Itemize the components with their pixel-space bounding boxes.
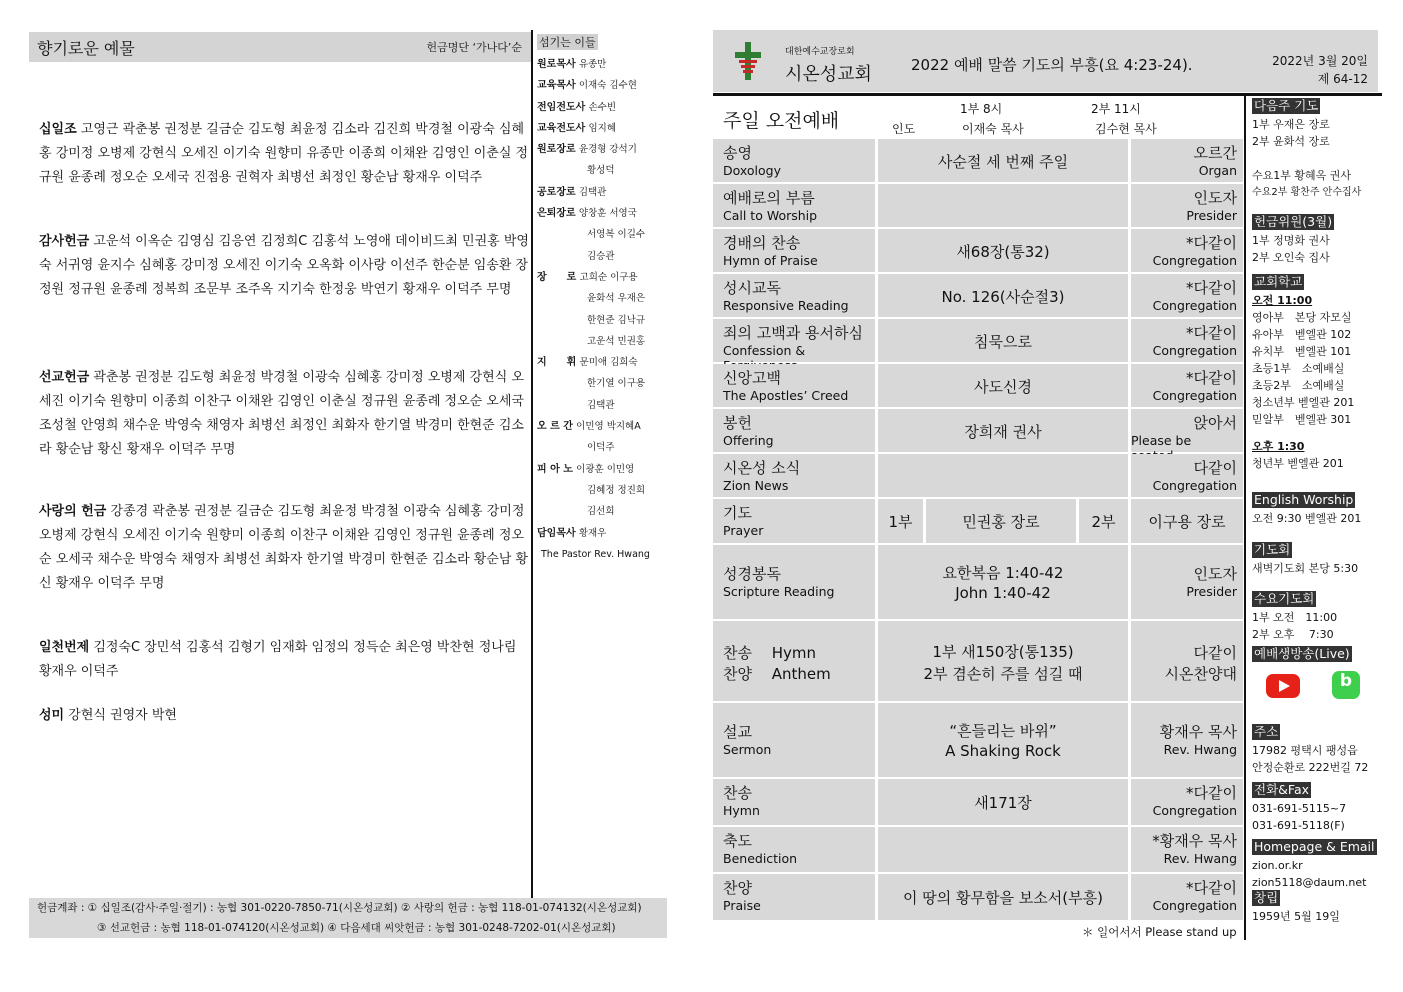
staff-names: 김승관 bbox=[587, 250, 615, 262]
item-title-kr: 축도 bbox=[723, 832, 752, 850]
item-leader-cell bbox=[1131, 454, 1243, 497]
bulletin-header bbox=[713, 30, 1378, 92]
item-content: 새171장 bbox=[974, 794, 1032, 812]
wednesday-prayer: 수요기도회 1부 오전 11:00 2부 오후 7:30 bbox=[1252, 591, 1338, 641]
service-header bbox=[713, 96, 1243, 138]
item-leader-en: 시온찬양대 bbox=[1164, 665, 1237, 683]
staff-role: 교육목사 bbox=[537, 80, 576, 92]
item-leader: 인도자 bbox=[1193, 565, 1237, 583]
staff-row bbox=[537, 97, 662, 118]
staff-row bbox=[537, 373, 662, 394]
staff-row bbox=[537, 203, 662, 224]
worship-item bbox=[713, 364, 1243, 409]
worship-item bbox=[713, 319, 1243, 364]
item-title-kr: 봉헌 bbox=[723, 414, 752, 432]
item-title-kr: 찬송 bbox=[723, 784, 752, 802]
item-leader-en: Congregation bbox=[1152, 898, 1237, 913]
item-title-en: Scripture Reading bbox=[723, 584, 835, 599]
prayer-meeting: 기도회 새벽기도회 본당 5:30 bbox=[1252, 542, 1359, 575]
item-leader-cell bbox=[1131, 364, 1243, 407]
item-title-kr: 송영 bbox=[723, 144, 752, 162]
staff-names: 김택관 bbox=[578, 186, 607, 198]
staff-names: 서영복 이길수 bbox=[587, 229, 646, 241]
item-title-kr: 찬양 bbox=[723, 879, 752, 897]
item-title-kr: 설교 bbox=[723, 723, 752, 741]
item-content-cell bbox=[878, 409, 1128, 452]
staff-names: The Pastor Rev. Hwang bbox=[541, 548, 650, 560]
item-leader-en: Presider bbox=[1186, 208, 1237, 223]
item-leader-cell bbox=[1131, 827, 1243, 872]
founded-title: 창립 bbox=[1254, 890, 1279, 905]
item-title-en: Benediction bbox=[723, 851, 798, 866]
staff-row bbox=[537, 544, 662, 565]
item-content-2: A Shaking Rock bbox=[945, 742, 1061, 760]
bank-accounts bbox=[29, 898, 667, 938]
item-leader-cell bbox=[1131, 621, 1243, 701]
item-content-cell bbox=[878, 319, 1128, 362]
item-title-cell bbox=[713, 874, 875, 920]
item-title-cell bbox=[713, 409, 875, 452]
page-divider bbox=[531, 30, 533, 898]
item-title-cell bbox=[713, 139, 875, 182]
staff-row bbox=[537, 224, 662, 245]
item-leader-en: Rev. Hwang bbox=[1163, 742, 1237, 757]
item-leader: 오르간 bbox=[1193, 144, 1237, 162]
item-leader-en: Please be bbox=[1131, 433, 1192, 448]
issue-number: 제 64-12 bbox=[1317, 72, 1368, 86]
tithe-list: 십일조 고영근 곽춘봉 권정분 길금순 김도형 최윤정 김소라 김진희 박경철 이광숙 심혜홍 강미정 오병제 강현식 오세진 이기숙 원향미 유종만 이종희 이채완 김영인 이춘실 정규원 윤종례 정오순 오세국 진점용 권혁자 최병선 최정인 황순남 황재우 이덕주 bbox=[39, 122, 529, 185]
item-leader: *다같이 bbox=[1186, 879, 1237, 897]
staff-row bbox=[537, 331, 662, 352]
staff-role: 오 르 간 bbox=[537, 421, 573, 433]
worship-item bbox=[713, 779, 1243, 827]
tel-title: 전화&Fax bbox=[1254, 782, 1309, 797]
item-leader-en: Congregation bbox=[1152, 478, 1237, 493]
offering-subtitle: 헌금명단 ‘가나다’순 bbox=[426, 41, 522, 54]
item-content-cell bbox=[878, 229, 1128, 272]
item-leader-cell bbox=[1131, 545, 1243, 619]
item-title-cell bbox=[713, 703, 875, 777]
staff-names: 고운석 민권홍 bbox=[587, 335, 646, 347]
worship-item bbox=[713, 184, 1243, 229]
item-title-kr: 신앙고백 bbox=[723, 369, 781, 387]
item-title-kr: 성경봉독 bbox=[723, 565, 781, 583]
item-leader-cell bbox=[1131, 184, 1243, 227]
prayer-part1-name: 민권홍 장로 bbox=[926, 499, 1076, 543]
item-leader: *다같이 bbox=[1186, 784, 1237, 802]
staff-role: 장 로 bbox=[537, 271, 577, 283]
item-leader-en: Rev. Hwang bbox=[1163, 851, 1237, 866]
address: 주소 17982 평택시 팽성읍 안정순환로 222번길 72 bbox=[1252, 724, 1369, 774]
church-name: 시온성교회 bbox=[785, 64, 872, 85]
wed-title: 수요기도회 bbox=[1254, 591, 1315, 606]
second-service-time: 2부 11시 bbox=[1091, 102, 1141, 116]
item-title-en: Praise bbox=[723, 898, 761, 913]
item-title-kr: 성시교독 bbox=[723, 279, 781, 297]
staff-names: 손수빈 bbox=[588, 101, 617, 113]
church-school: 교회학교 오전 11:00 영아부 본당 자모실 유아부 벧엘관 102 유치부 벧엘관 101 초등1부 소예배실 초등2부 소예배실 청소년부 벧엘관 201 믿알부 벧엘관 301 오후 1:30 청년부 벧엘관 201 bbox=[1252, 274, 1382, 472]
staff-names: 김택관 bbox=[587, 399, 615, 411]
item-content-cell bbox=[878, 545, 1128, 619]
staff-names: 고희순 이구용 bbox=[579, 271, 638, 283]
item-leader-en: Organ bbox=[1198, 163, 1237, 178]
item-leader: *다같이 bbox=[1186, 279, 1237, 297]
service-title: 주일 오전예배 bbox=[723, 110, 840, 132]
item-title-kr: 시온성 소식 bbox=[723, 459, 801, 477]
staff-row bbox=[537, 352, 662, 373]
staff-row bbox=[537, 437, 662, 458]
item-content: 장희재 권사 bbox=[964, 422, 1042, 441]
item-content-cell bbox=[878, 779, 1128, 825]
item-title-en: 찬양 Anthem bbox=[723, 665, 831, 683]
staff-row bbox=[537, 182, 662, 203]
item-title-kr: 찬송 Hymn bbox=[723, 644, 817, 662]
item-leader: 앉아서 bbox=[1193, 414, 1237, 432]
second-leader: 김수현 목사 bbox=[1095, 122, 1157, 136]
worship-item bbox=[713, 621, 1243, 703]
web-title: Homepage & Email bbox=[1254, 839, 1375, 854]
item-content-cell bbox=[878, 364, 1128, 407]
worship-item bbox=[713, 274, 1243, 319]
item-title-en: Offering bbox=[723, 433, 774, 448]
stand-note: ＊ 일어서서 Please stand up bbox=[1082, 925, 1237, 939]
staff-row bbox=[537, 480, 662, 501]
item-content-2: John 1:40-42 bbox=[955, 584, 1051, 602]
address-title: 주소 bbox=[1254, 724, 1279, 739]
staff-role: 담임목사 bbox=[537, 527, 576, 539]
staff-row bbox=[537, 288, 662, 309]
staff-row bbox=[537, 160, 662, 181]
item-title-cell bbox=[713, 545, 875, 619]
staff-row bbox=[537, 310, 662, 331]
founded: 창립 1959년 5월 19일 bbox=[1252, 890, 1340, 923]
staff-names: 양창훈 서영국 bbox=[578, 208, 637, 220]
item-title-cell bbox=[713, 184, 875, 227]
bank-line-2: ③ 선교헌금 : 농협 118-01-074120(시온성교회) ④ 다음세대 씨앗헌금 : 농협 301-0248-7202-01(시온성교회) bbox=[97, 922, 616, 934]
email-link[interactable]: zion5118@daum.net bbox=[1252, 876, 1367, 889]
item-leader: *다같이 bbox=[1186, 324, 1237, 342]
thousand-list: 일천번제 김정숙C 장민석 김홍석 김형기 임재화 임정의 정득순 최은영 박찬현 정나림 황재우 이덕주 bbox=[39, 640, 517, 679]
school-pm-label: 오후 1:30 bbox=[1252, 440, 1305, 453]
next-prayer-title: 다음주 기도 bbox=[1254, 98, 1319, 113]
offering-header bbox=[29, 32, 531, 62]
item-leader-en: Presider bbox=[1186, 584, 1237, 599]
worship-item bbox=[713, 454, 1243, 499]
item-title-en: Responsive Reading bbox=[723, 298, 849, 313]
item-content-cell bbox=[878, 827, 1128, 872]
item-content: 요한복음 1:40-42 bbox=[942, 564, 1064, 582]
staff-names: 이민영 박지혜A bbox=[576, 421, 641, 433]
sidebar-divider bbox=[1244, 96, 1246, 940]
staff-row bbox=[537, 246, 662, 267]
item-content-2: 2부 겸손히 주를 섬길 때 bbox=[923, 665, 1083, 683]
staff-names: 김선희 bbox=[587, 506, 615, 518]
staff-names: 한기열 이구용 bbox=[587, 378, 646, 390]
item-title-en: Call to Worship bbox=[723, 208, 818, 223]
prayer-meeting-title: 기도회 bbox=[1254, 542, 1291, 557]
rice-list: 성미 강현식 권영자 박현 bbox=[39, 708, 177, 723]
item-leader-cell bbox=[1131, 274, 1243, 317]
staff-row bbox=[537, 501, 662, 522]
prayer-part2-name: 이구용 장로 bbox=[1131, 499, 1243, 543]
item-content-cell bbox=[878, 454, 1128, 497]
item-title-en: Zion News bbox=[723, 478, 789, 493]
staff-names: 이덕주 bbox=[587, 442, 615, 454]
bulletin-date: 2022년 3월 20일 제 64-12 bbox=[1272, 54, 1368, 86]
item-title-en: Hymn bbox=[723, 803, 760, 818]
staff-names: 윤경형 강석기 bbox=[578, 144, 637, 156]
item-leader-en: Congregation bbox=[1152, 388, 1237, 403]
item-title-cell bbox=[713, 364, 875, 407]
bank-line-1: 헌금계좌 : ① 십일조(감사·주일·절기) : 농협 301-0220-7850-71(시온성교회) ② 사랑의 헌금 : 농협 118-01-074132(시온성교회) bbox=[37, 902, 642, 914]
staff-list bbox=[537, 34, 662, 565]
staff-role: 은퇴장로 bbox=[537, 208, 576, 220]
love-offering-list: 사랑의 헌금 강종경 곽춘봉 권정분 길금순 김도형 최윤정 박경철 이광숙 심혜홍 강미정 오병제 강현식 오세진 이기숙 원향미 이종희 이찬구 이채완 김영인 정규원 윤종례 정오순 오세국 채수운 박영숙 채영자 최병선 최화자 한기열 박경미 한현준 김소라 황순남 황신 황재우 이덕주 무명 bbox=[39, 504, 529, 591]
staff-row bbox=[537, 267, 662, 288]
staff-names: 윤화석 우재은 bbox=[587, 293, 646, 305]
item-title-en: The Apostles’ Creed bbox=[723, 388, 849, 403]
item-leader: 황재우 목사 bbox=[1159, 723, 1237, 741]
staff-names: 황성덕 bbox=[587, 165, 615, 177]
band-app-icon[interactable]: b bbox=[1332, 671, 1360, 699]
worship-item bbox=[713, 545, 1243, 621]
item-leader: *황재우 목사 bbox=[1152, 832, 1237, 850]
item-leader-cell bbox=[1131, 703, 1243, 777]
worship-item bbox=[713, 703, 1243, 779]
staff-names: 한현준 김낙규 bbox=[587, 314, 646, 326]
item-content: 1부 새150장(통135) bbox=[932, 643, 1074, 661]
ushers-title: 헌금위원(3월) bbox=[1254, 214, 1333, 229]
item-content: 사도신경 bbox=[974, 377, 1032, 396]
item-title-cell: 기도 Prayer bbox=[713, 499, 875, 543]
staff-row bbox=[537, 118, 662, 139]
item-leader-cell bbox=[1131, 229, 1243, 272]
worship-item bbox=[713, 499, 1243, 545]
staff-role: 지 휘 bbox=[537, 357, 577, 369]
staff-names: 이재숙 김수현 bbox=[578, 80, 637, 92]
next-week-prayer: 다음주 기도 1부 우재은 장로 2부 윤화석 장로 수요1부 황혜옥 권사 수요2부 황찬주 안수집사 bbox=[1252, 98, 1362, 198]
live-title: 예배생방송(Live) bbox=[1254, 646, 1350, 661]
year-theme: 2022 예배 말씀 기도의 부흥(요 4:23-24). bbox=[911, 56, 1193, 74]
worship-item bbox=[713, 827, 1243, 874]
item-leader: 다같이 bbox=[1193, 644, 1237, 662]
item-leader-en: Congregation bbox=[1152, 253, 1237, 268]
phone-fax: 전화&Fax 031-691-5115~7 031-691-5118(F) bbox=[1252, 782, 1347, 832]
item-title-en: Hymn of Praise bbox=[723, 253, 818, 268]
staff-role: 교육전도사 bbox=[537, 122, 586, 134]
staff-role: 공로장로 bbox=[537, 186, 576, 198]
staff-title: 섬기는 이들 bbox=[539, 36, 596, 49]
staff-role: 전임전도사 bbox=[537, 101, 586, 113]
staff-row bbox=[537, 459, 662, 480]
item-leader-en: Congregation bbox=[1152, 298, 1237, 313]
church-logo-icon bbox=[735, 42, 761, 80]
staff-role: 원로장로 bbox=[537, 144, 576, 156]
item-leader-cell bbox=[1131, 779, 1243, 825]
staff-names: 이광훈 이민영 bbox=[576, 463, 635, 475]
item-content-cell bbox=[878, 874, 1128, 920]
item-title-cell bbox=[713, 779, 875, 825]
item-content-cell bbox=[878, 703, 1128, 777]
school-title: 교회학교 bbox=[1254, 274, 1303, 289]
item-leader-en: Congregation bbox=[1152, 343, 1237, 358]
item-content: No. 126(사순절3) bbox=[941, 287, 1065, 306]
homepage-email bbox=[1252, 839, 1382, 891]
worship-item bbox=[713, 409, 1243, 454]
item-leader-cell bbox=[1131, 139, 1243, 182]
staff-names: 김혜정 정진희 bbox=[587, 484, 646, 496]
staff-role: 원로목사 bbox=[537, 59, 576, 70]
item-title-en: Confession & bbox=[723, 343, 806, 358]
worship-item bbox=[713, 229, 1243, 274]
item-leader-cell bbox=[1131, 874, 1243, 920]
youtube-icon[interactable] bbox=[1266, 674, 1300, 698]
staff-row bbox=[537, 395, 662, 416]
staff-names: 임지혜 bbox=[588, 122, 617, 134]
item-leader: 인도자 bbox=[1193, 189, 1237, 207]
item-title-cell bbox=[713, 621, 875, 701]
item-title-cell bbox=[713, 454, 875, 497]
item-title-kr: 예배로의 부름 bbox=[723, 189, 815, 207]
worship-item bbox=[713, 139, 1243, 184]
thanks-list: 감사헌금 고운석 이옥순 김영심 김응연 김정희C 김홍석 노영애 데이비드최 민권홍 박영숙 서귀영 윤지수 심혜홍 강미정 오세진 이기숙 오옥화 이사랑 이선주 한순분 임송환 장정원 정규원 윤종례 정복희 조문부 조주옥 지기숙 한정웅 박연기 황재우 이덕주 무명 bbox=[39, 234, 529, 297]
item-content: “흔들리는 바위” bbox=[949, 722, 1057, 740]
staff-row bbox=[537, 54, 662, 75]
item-leader-cell bbox=[1131, 319, 1243, 362]
item-leader-en: Congregation bbox=[1152, 803, 1237, 818]
staff-names: 유종만 bbox=[578, 59, 607, 70]
denomination: 대한예수교장로회 bbox=[785, 47, 855, 57]
live-stream bbox=[1252, 646, 1382, 706]
staff-role: 피 아 노 bbox=[537, 463, 573, 475]
homepage-link[interactable]: zion.or.kr bbox=[1252, 859, 1303, 872]
item-content-cell bbox=[878, 184, 1128, 227]
english-worship: English Worship 오전 9:30 벧엘관 201 bbox=[1252, 492, 1362, 525]
item-title-cell bbox=[713, 319, 875, 362]
school-am-label: 오전 11:00 bbox=[1252, 294, 1313, 307]
offering-title: 향기로운 예물 bbox=[37, 38, 135, 58]
prayer-part2-label: 2부 bbox=[1079, 499, 1128, 543]
item-title-en: Sermon bbox=[723, 742, 772, 757]
staff-row bbox=[537, 75, 662, 96]
first-leader: 이재숙 목사 bbox=[962, 122, 1024, 136]
staff-names: 문미애 김희숙 bbox=[579, 357, 638, 369]
item-content: 침묵으로 bbox=[974, 332, 1032, 351]
item-leader: 다같이 bbox=[1193, 459, 1237, 477]
staff-row bbox=[537, 139, 662, 160]
item-content: 사순절 세 번째 주일 bbox=[937, 152, 1069, 171]
item-content-cell bbox=[878, 139, 1128, 182]
item-leader: *다같이 bbox=[1186, 234, 1237, 252]
item-leader: *다같이 bbox=[1186, 369, 1237, 387]
item-title-kr: 죄의 고백과 용서하심 bbox=[723, 324, 863, 342]
staff-row bbox=[537, 523, 662, 544]
staff-names: 황재우 bbox=[578, 527, 607, 539]
item-content: 새68장(통32) bbox=[956, 242, 1050, 261]
worship-item bbox=[713, 874, 1243, 922]
item-title-en: Doxology bbox=[723, 163, 782, 178]
item-content-cell bbox=[878, 274, 1128, 317]
lead-label: 인도 bbox=[892, 122, 916, 136]
english-title: English Worship bbox=[1254, 492, 1354, 507]
offering-ushers: 헌금위원(3월) 1부 정명화 권사 2부 오인숙 집사 bbox=[1252, 214, 1333, 264]
item-content-cell bbox=[878, 621, 1128, 701]
mission-list: 선교헌금 곽춘봉 권정분 김도형 최윤정 박경철 이광숙 심혜홍 강미정 오병제 강현식 오세진 이기숙 원향미 이종희 이찬구 이채완 김영인 이춘실 정규원 윤종례 정오순 오세국 조성철 안영희 채수운 박영숙 채영자 최병선 최정인 최화자 한기열 박경미 한현준 김소라 황순남 황신 황재우 이덕주 무명 bbox=[39, 370, 524, 457]
item-title-kr: 경배의 찬송 bbox=[723, 234, 801, 252]
item-title-cell bbox=[713, 827, 875, 872]
prayer-part1-label: 1부 bbox=[878, 499, 923, 543]
item-leader-cell bbox=[1131, 409, 1243, 452]
item-title-cell bbox=[713, 229, 875, 272]
item-content: 이 땅의 황무함을 보소서(부흥) bbox=[903, 889, 1103, 907]
first-service-time: 1부 8시 bbox=[960, 102, 1003, 116]
staff-row bbox=[537, 416, 662, 437]
item-title-cell bbox=[713, 274, 875, 317]
